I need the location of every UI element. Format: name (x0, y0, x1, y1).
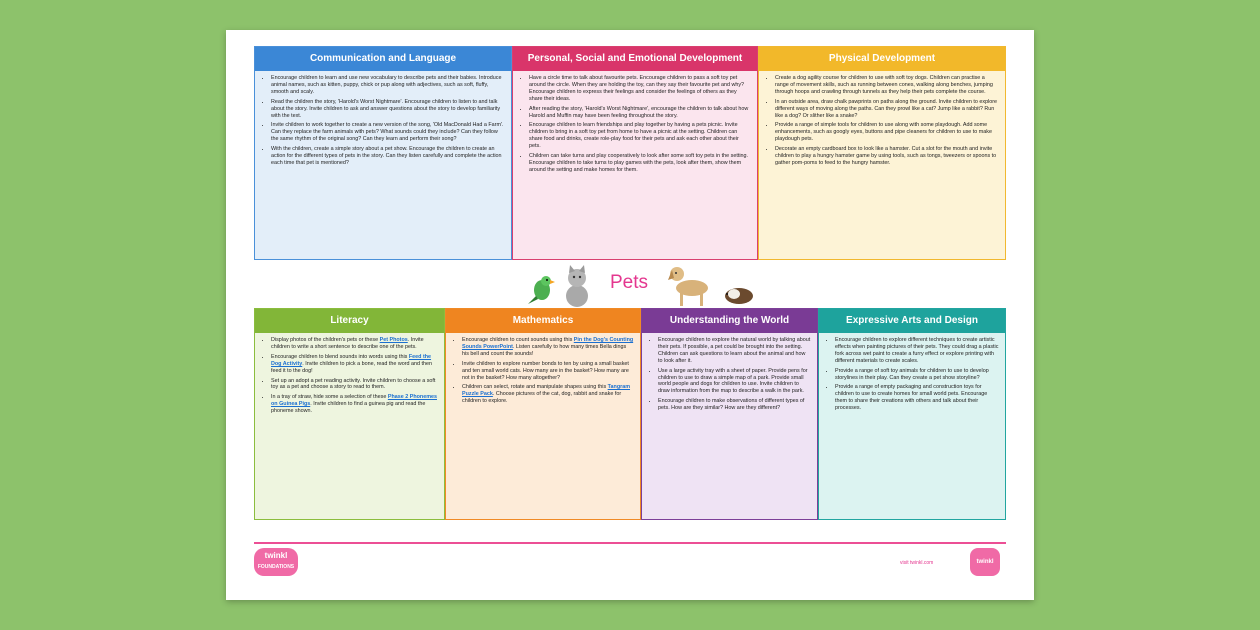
maths-list (446, 333, 640, 520)
dog-icon (664, 262, 718, 308)
physical-list (759, 71, 1005, 260)
guinea-pig-icon (722, 282, 756, 306)
list-item: • Encourage children to learn friendships and play together by having a pets picnic. Invite children to bring in a soft toy pet from home to have a picnic at the setting. Children can share food and drinks, create role-play food for their pets and ask each other about their pets. (529, 122, 751, 150)
physical-heading: Physical Development (759, 47, 1005, 71)
item-text: Children can select, rotate and manipulate shapes using this (462, 384, 608, 391)
list-item (271, 337, 438, 351)
top-row (254, 46, 1006, 260)
list-item (462, 384, 634, 405)
bottom-row (254, 308, 1006, 520)
list-item: • Read the children the story, 'Harold's Worst Nightmare'. Encourage children to listen to and talk about the story. Invite children to ask and answer questions about the story to develop familiarity with the text. (271, 99, 505, 120)
list-item: • Have a circle time to talk about favourite pets. Encourage children to pass a soft toy pet around the circle. When they are holding the toy, can they say their favourite pet and why? Encourage children to express their feelings and consider the feelings of others as they share their ideas. (529, 75, 751, 103)
item-text: Display photos of the children's pets or these (271, 337, 380, 343)
planning-sheet (226, 30, 1034, 600)
cat-icon (558, 264, 596, 308)
list-item: • Invite children to work together to create a new version of the song, 'Old MacDonald Had a Farm'. Can they replace the farm animals with pets? What sounds could they include? Can they follow the same rhythm of the original song? Can they learn and perform their song? (271, 122, 505, 143)
list-item: • Encourage children to make observations of different types of pets. How are they similar? How are they different? (658, 398, 811, 412)
title-area (522, 262, 762, 308)
ead-heading: Expressive Arts and Design (819, 309, 1005, 333)
list-item (462, 337, 634, 358)
feed-the-dog-link[interactable]: Feed the Dog Activity (271, 353, 432, 367)
logo-subtext: FOUNDATIONS (257, 564, 295, 570)
item-text: . Invite children to write a short sentence to describe one of the pets. (271, 337, 424, 350)
list-item (271, 378, 438, 392)
maths-box (445, 308, 641, 520)
utw-list (642, 333, 817, 520)
list-item: • Encourage children to learn and use new vocabulary to describe pets and their babies. Introduce animal names, such as kitten, puppy, chick or pup along with adjectives, such as soft, fluffy, smooth and scaly. (271, 75, 505, 96)
list-item: • With the children, create a simple story about a pet show. Encourage the children to create an action for the different types of pets in the story. Can they listen carefully and complete the action each time that pet is mentioned? (271, 146, 505, 167)
ead-list (819, 333, 1005, 520)
list-item: • Use a large activity tray with a sheet of paper. Provide pens for children to use to draw a simple map of a park. Provide small world people and dogs for children to use. Invite children to draw information from the map to describe a walk in the park. (658, 368, 811, 396)
list-item: • Create a dog agility course for children to use with soft toy dogs. Children can practise a range of movement skills, such as running between cones, walking along benches, jumping through hoops and crawling through tunnels as they help their pets complete the course. (775, 75, 999, 96)
item-text: Invite children to explore number bonds to ten by using a small basket and ten small world cats. How many are in the basket? How many are not in the basket? How many altogether? (462, 360, 629, 381)
parrot-icon (524, 272, 558, 306)
list-item: • Encourage children to explore the natural world by talking about their pets. If possible, a pet could be brought into the setting. Children can ask questions to learn about the animal and how to look after it. (658, 337, 811, 365)
item-text: . Listen carefully to how many times Bella dings his bell and count the sounds! (462, 343, 627, 357)
tangram-link[interactable]: Tangram Puzzle Pack (462, 384, 631, 398)
literacy-heading: Literacy (255, 309, 444, 333)
pse-box (512, 46, 758, 260)
utw-heading: Understanding the World (642, 309, 817, 333)
communication-heading: Communication and Language (255, 47, 511, 71)
list-item: • Decorate an empty cardboard box to look like a hamster. Cut a slot for the mouth and invite children to play a hungry hamster game by using tools, such as tongs, tweezers or spoons to gather pom-poms to feed to the hungry hamster. (775, 146, 999, 167)
communication-list (255, 71, 511, 260)
list-item: • Provide a range of soft toy animals for children to use to develop storylines in their play. Can they create a pet show storyline? (835, 368, 999, 382)
footer-url[interactable]: visit twinkl.com (900, 560, 934, 566)
item-text: Set up an adopt a pet reading activity. Invite children to choose a soft toy as a pet and choose a story to read to them. (271, 377, 436, 391)
list-item (271, 354, 438, 375)
item-text: . Invite children to pick a bone, read the word and then feed it to the dog! (271, 360, 433, 374)
communication-box (254, 46, 512, 260)
logo-text: twinkl (264, 551, 288, 560)
list-item (271, 394, 438, 415)
list-item: • In an outside area, draw chalk pawprints on paths along the ground. Invite children to explore different ways of moving along the paths. Can they prowl like a cat? Jump like a rabbit? Run like a dog? Or slither like a snake? (775, 99, 999, 120)
maths-heading: Mathematics (446, 309, 640, 333)
list-item: • After reading the story, 'Harold's Worst Nightmare', encourage the children to talk about how Harold and Muffin may have been feeling throughout the story. (529, 106, 751, 120)
pet-photos-link[interactable]: Pet Photos (379, 337, 408, 343)
page-title: Pets (610, 272, 649, 293)
phonemes-guinea-pigs-link[interactable]: Phase 2 Phonemes on Guinea Pigs (271, 394, 437, 408)
item-text: . Choose pictures of the cat, dog, rabbit and snake for children to explore. (462, 391, 622, 405)
list-item (462, 361, 634, 382)
physical-box (758, 46, 1006, 260)
counting-sounds-link[interactable]: Pin the Dog's Counting Sounds PowerPoint (462, 337, 634, 350)
pse-list (513, 71, 757, 260)
literacy-list (255, 333, 444, 520)
list-item: • Children can take turns and play cooperatively to look after some soft toy pets in the setting. Encourage children to take turns to play games with the pets, look after them, show them around the setting and make homes for them. (529, 153, 751, 174)
item-text: . Invite children to find a guinea pig and read the phoneme shown. (271, 401, 426, 415)
pse-heading: Personal, Social and Emotional Development (513, 47, 757, 71)
list-item: • Provide a range of simple tools for children to use along with some playdough. Add some enhancements, such as googly eyes, buttons and pipe cleaners for children to use to make playdough pets. (775, 122, 999, 143)
twinkl-badge-logo: twinkl (970, 548, 1000, 576)
footer-divider (254, 542, 1006, 544)
twinkl-logo (254, 548, 298, 576)
list-item: • Provide a range of empty packaging and construction toys for children to use to create homes for small world pets. Encourage them to share their creations with others and talk about their processes. (835, 384, 999, 412)
literacy-box (254, 308, 445, 520)
item-text: In a tray of straw, hide some a selection of these (271, 394, 388, 401)
item-text: Encourage children to count sounds using this (462, 337, 574, 343)
utw-box (641, 308, 818, 520)
item-text: Encourage children to blend sounds into words using this (271, 353, 409, 360)
list-item: • Encourage children to explore different techniques to create artistic effects when painting pictures of their pets. They could drag a plastic fork across wet paint to create a furry effect or explore printing with different materials to create scales. (835, 337, 999, 365)
ead-box (818, 308, 1006, 520)
